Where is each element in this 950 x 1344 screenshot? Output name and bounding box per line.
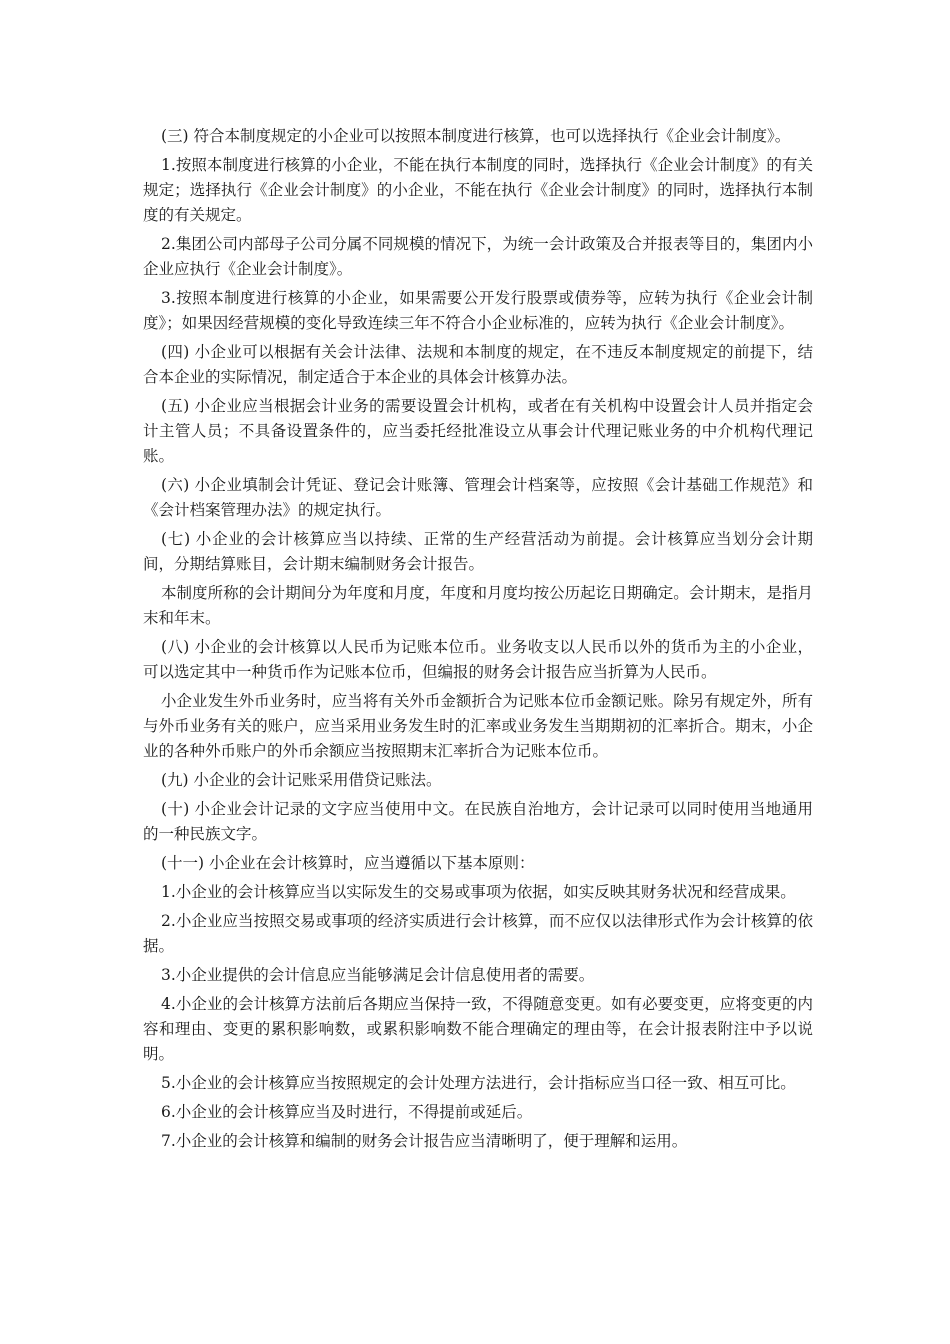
paragraph: (八) 小企业的会计核算以人民币为记账本位币。业务收支以人民币以外的货币为主的小企业，可以选定其中一种货币作为记账本位币，但编报的财务会计报告应当折算为人民币。	[143, 638, 813, 681]
paragraph: 3.小企业提供的会计信息应当能够满足会计信息使用者的需要。	[161, 966, 595, 984]
paragraph: (九) 小企业的会计记账采用借贷记账法。	[161, 771, 442, 789]
paragraph: 小企业发生外币业务时，应当将有关外币金额折合为记账本位币金额记账。除另有规定外，所有与外币业务有关的账户，应当采用业务发生时的汇率或业务发生当期期初的汇率折合。期末，小企业的各种外币账户的外币余额应当按照期末汇率折合为记账本位币。	[143, 692, 813, 760]
paragraph: 2.小企业应当按照交易或事项的经济实质进行会计核算，而不应仅以法律形式作为会计核算的依据。	[143, 912, 813, 955]
paragraph: (十) 小企业会计记录的文字应当使用中文。在民族自治地方，会计记录可以同时使用当地通用的一种民族文字。	[143, 800, 813, 843]
paragraph: 5.小企业的会计核算应当按照规定的会计处理方法进行，会计指标应当口径一致、相互可比。	[161, 1074, 796, 1092]
paragraph: 6.小企业的会计核算应当及时进行，不得提前或延后。	[161, 1103, 533, 1121]
paragraph: (五) 小企业应当根据会计业务的需要设置会计机构，或者在有关机构中设置会计人员并指定会计主管人员；不具备设置条件的，应当委托经批准设立从事会计代理记账业务的中介机构代理记账。	[143, 397, 813, 465]
paragraph: 3.按照本制度进行核算的小企业，如果需要公开发行股票或债券等，应转为执行《企业会计制度》；如果因经营规模的变化导致连续三年不符合小企业标准的，应转为执行《企业会计制度》。	[143, 289, 813, 332]
paragraph: 2.集团公司内部母子公司分属不同规模的情况下，为统一会计政策及合并报表等目的，集团内小企业应执行《企业会计制度》。	[143, 235, 813, 278]
document-body	[143, 124, 813, 1158]
paragraph: (十一) 小企业在会计核算时，应当遵循以下基本原则：	[161, 854, 535, 872]
paragraph: 本制度所称的会计期间分为年度和月度，年度和月度均按公历起讫日期确定。会计期末，是指月末和年末。	[143, 584, 813, 627]
paragraph: 4.小企业的会计核算方法前后各期应当保持一致，不得随意变更。如有必要变更，应将变更的内容和理由、变更的累积影响数，或累积影响数不能合理确定的理由等，在会计报表附注中予以说明。	[143, 995, 813, 1063]
paragraph: (三) 符合本制度规定的小企业可以按照本制度进行核算，也可以选择执行《企业会计制度》。	[161, 127, 791, 145]
paragraph: (六) 小企业填制会计凭证、登记会计账簿、管理会计档案等，应按照《会计基础工作规范》和《会计档案管理办法》的规定执行。	[143, 476, 813, 519]
paragraph: (七) 小企业的会计核算应当以持续、正常的生产经营活动为前提。会计核算应当划分会计期间，分期结算账目，会计期末编制财务会计报告。	[143, 530, 813, 573]
paragraph: 1.小企业的会计核算应当以实际发生的交易或事项为依据，如实反映其财务状况和经营成果。	[161, 883, 796, 901]
paragraph: 1.按照本制度进行核算的小企业，不能在执行本制度的同时，选择执行《企业会计制度》的有关规定；选择执行《企业会计制度》的小企业，不能在执行《企业会计制度》的同时，选择执行本制度的有关规定。	[143, 156, 813, 224]
paragraph: 7.小企业的会计核算和编制的财务会计报告应当清晰明了，便于理解和运用。	[161, 1132, 688, 1150]
paragraph: (四) 小企业可以根据有关会计法律、法规和本制度的规定，在不违反本制度规定的前提下，结合本企业的实际情况，制定适合于本企业的具体会计核算办法。	[143, 343, 813, 386]
